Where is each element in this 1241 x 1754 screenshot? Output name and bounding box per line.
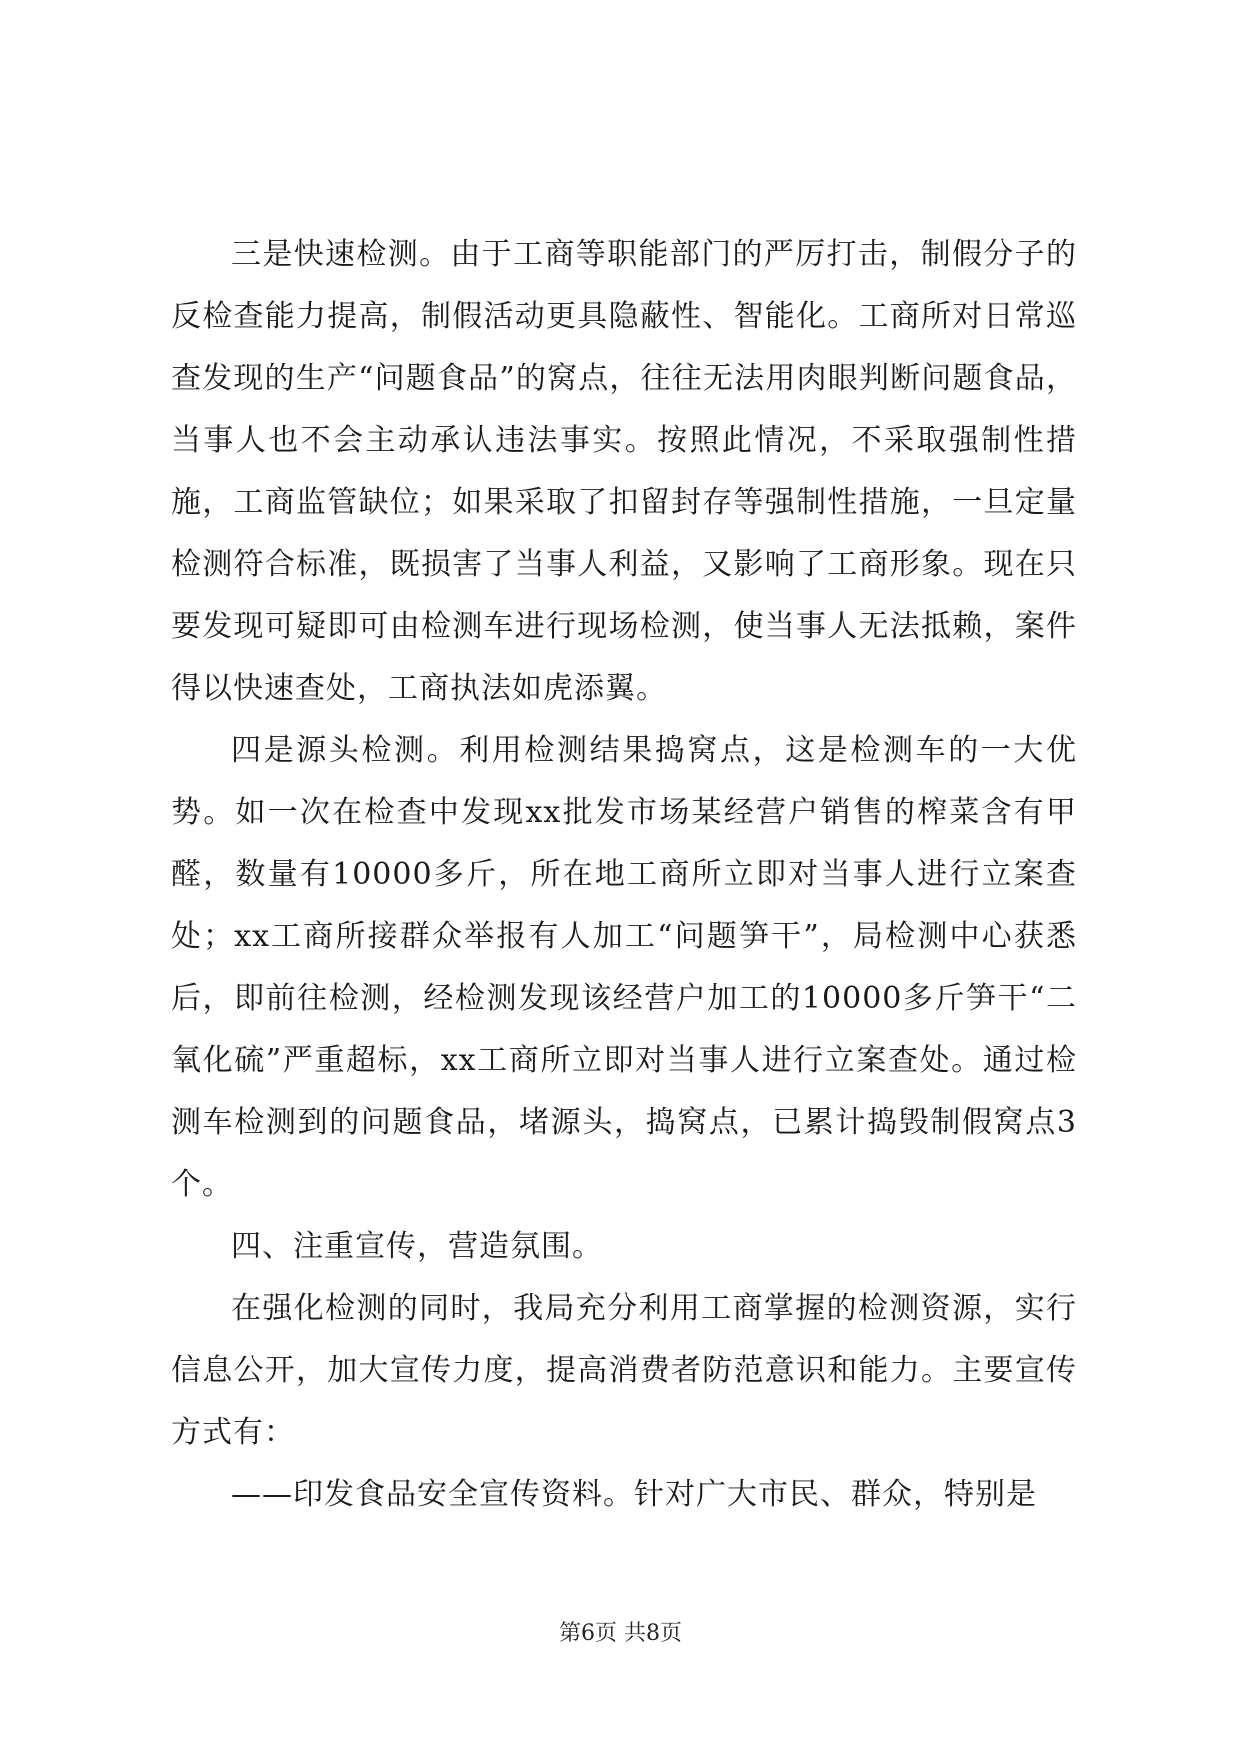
paragraph-source-testing: 四是源头检测。利用检测结果捣窝点，这是检测车的一大优势。如一次在检查中发现xx批发市场某经营户销售的榨菜含有甲醛，数量有10000多斤，所在地工商所立即对当事人进行立案查处；xx工商所接群众举报有人加工“问题笋干”，局检测中心获悉后，即前往检测，经检测发现该经营户加工的10000多斤笋干“二氧化硫”严重超标，xx工商所立即对当事人进行立案查处。通过检测车检测到的问题食品，堵源头，捣窝点，已累计捣毁制假窝点3个。 — [171, 733, 1077, 1202]
paragraph-publicity-intro: 在强化检测的同时，我局充分利用工商掌握的检测资源，实行信息公开，加大宣传力度，提高消费者防范意识和能力。主要宣传方式有： — [171, 1291, 1077, 1450]
page-number-footer: 第6页 共8页 — [559, 1621, 682, 1646]
body-text — [171, 224, 1077, 1526]
paragraph-rapid-testing: 三是快速检测。由于工商等职能部门的严厉打击，制假分子的反检查能力提高，制假活动更具隐蔽性、智能化。工商所对日常巡查发现的生产“问题食品”的窝点，往往无法用肉眼判断问题食品，当事人也不会主动承认违法事实。按照此情况，不采取强制性措施，工商监管缺位；如果采取了扣留封存等强制性措施，一旦定量检测符合标准，既损害了当事人利益，又影响了工商形象。现在只要发现可疑即可由检测车进行现场检测，使当事人无法抵赖，案件得以快速查处，工商执法如虎添翼。 — [171, 237, 1077, 706]
paragraph-publicity-materials: ——印发食品安全宣传资料。针对广大市民、群众，特别是 — [231, 1477, 1037, 1512]
section-heading-publicity: 四、注重宣传，营造氛围。 — [231, 1229, 603, 1264]
